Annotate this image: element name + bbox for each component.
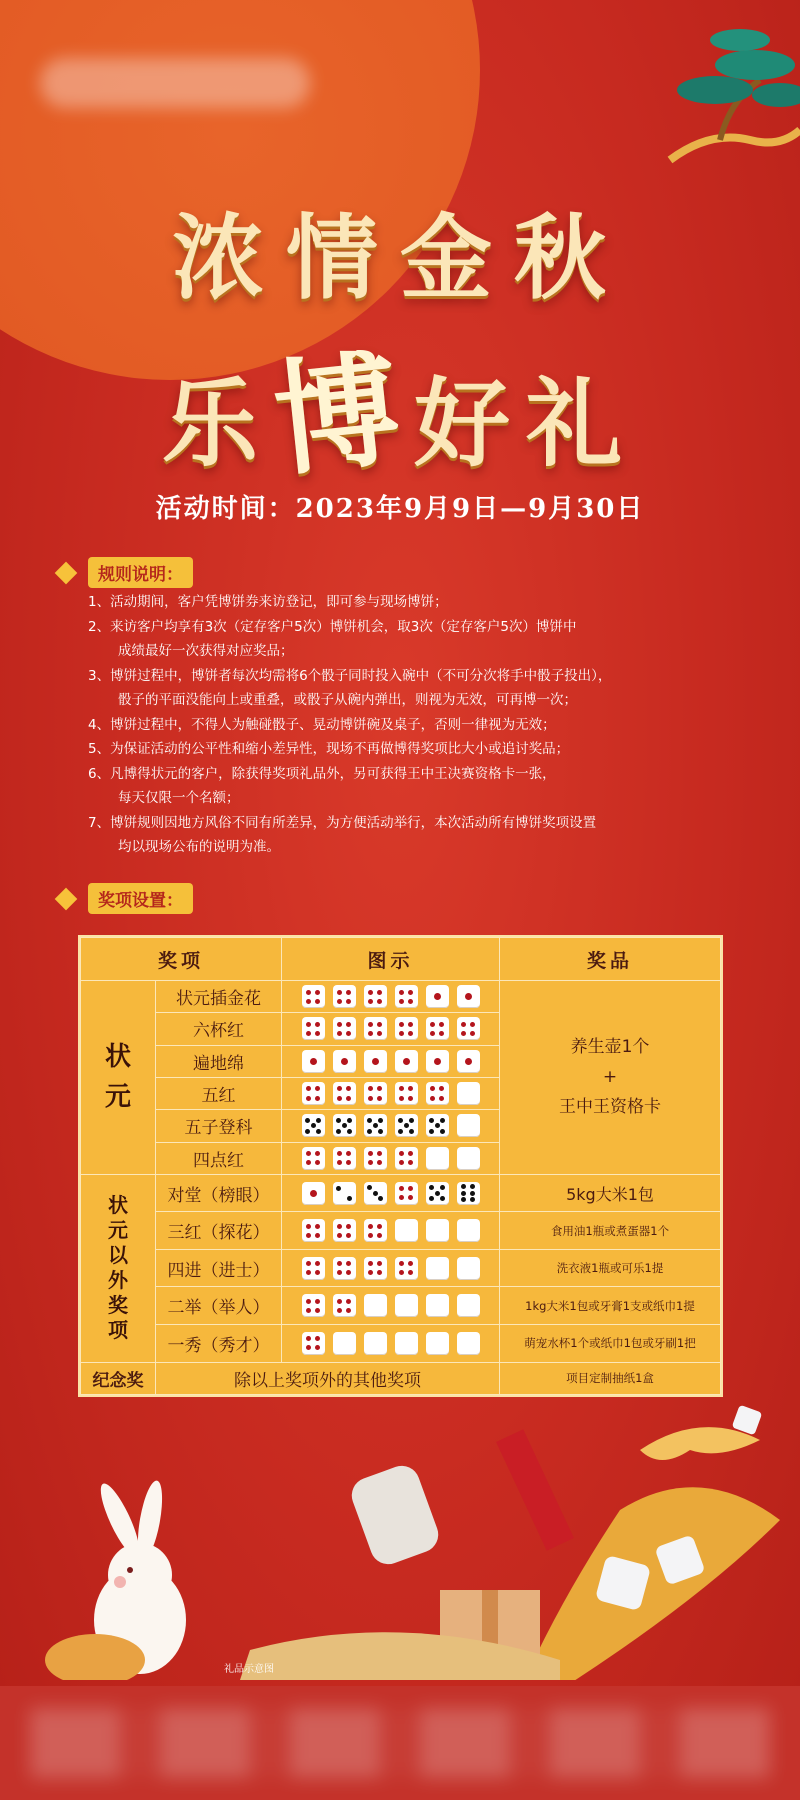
dice-icon: [395, 1182, 418, 1205]
dice-icon: [426, 1182, 449, 1205]
toothbrush-box-icon: [496, 1429, 574, 1550]
header-award: 奖项: [81, 938, 282, 981]
dice-icon: [333, 1257, 356, 1280]
prize-line: 养生壶1个: [570, 1037, 650, 1058]
zhuangyuan-prize: [500, 981, 721, 1175]
dice-icon: [364, 1182, 387, 1205]
dice-icon: [302, 1257, 325, 1280]
dice-icon: [302, 1332, 325, 1355]
dice-icon: [333, 1182, 356, 1205]
rules-list: [88, 590, 758, 860]
award-prize: 食用油1瓶或煮蛋器1个: [500, 1212, 721, 1250]
award-name: 四点红: [156, 1142, 282, 1174]
dice-icon: [457, 1219, 480, 1242]
award-name: 五子登科: [156, 1110, 282, 1142]
dice-icon: [395, 985, 418, 1008]
rule-continuation: 骰子的平面没能向上或重叠，或骰子从碗内弹出，则视为无效，可再博一次；: [118, 692, 577, 708]
table-row: [81, 1287, 721, 1325]
dice-icon: [395, 1082, 418, 1105]
dice-diagram: [282, 1287, 500, 1325]
dice-icon: [395, 1257, 418, 1280]
dice-diagram: [282, 1077, 500, 1109]
rule-text: 2、来访客户均享有3次（定存客户5次）博饼机会，取3次（定存客户5次）博饼中: [88, 618, 577, 635]
dice-icon: [364, 1257, 387, 1280]
gift-caption: 礼品示意图: [224, 1664, 274, 1675]
rules-label: 规则说明：: [88, 557, 193, 588]
dice-icon: [333, 1017, 356, 1040]
title-char-haoli: 好礼: [414, 367, 638, 480]
dice-icon: [426, 1114, 449, 1137]
dice-icon: [457, 1082, 480, 1105]
title-char-bo: 博: [267, 335, 423, 494]
dice-icon: [732, 1405, 763, 1436]
rules-heading: [58, 557, 193, 588]
dice-diagram: [282, 1142, 500, 1174]
dice-icon: [426, 1050, 449, 1073]
dice-icon: [333, 1332, 356, 1355]
table-row: [81, 1174, 721, 1212]
table-row: [81, 1324, 721, 1362]
dice-icon: [395, 1332, 418, 1355]
dice-icon: [457, 1182, 480, 1205]
award-name: 六杯红: [156, 1013, 282, 1045]
prize-line: +: [602, 1067, 618, 1088]
dice-icon: [364, 1082, 387, 1105]
rule-continuation: 每天仅限一个名额；: [118, 790, 240, 806]
dice-icon: [457, 985, 480, 1008]
dice-icon: [302, 1082, 325, 1105]
award-prize: 萌宠水杯1个或纸巾1包或牙刷1把: [500, 1324, 721, 1362]
main-title-line1: 浓情金秋: [171, 204, 628, 312]
gift-illustration: [0, 1390, 800, 1680]
table-row: [81, 1212, 721, 1250]
rule-text: 3、博饼过程中，博饼者每次均需将6个骰子同时投入碗中（不可分次将手中骰子投出），: [88, 667, 612, 684]
dice-icon: [457, 1050, 480, 1073]
dice-diagram: [282, 981, 500, 1013]
memorial-desc: 除以上奖项外的其他奖项: [156, 1362, 500, 1394]
dice-diagram: [282, 1174, 500, 1212]
dice-icon: [364, 1147, 387, 1170]
rule-text: 7、博饼规则因地方风俗不同有所差异，为方便活动举行，本次活动所有博饼奖项设置: [88, 814, 597, 831]
dice-icon: [426, 1257, 449, 1280]
table-row: [81, 1249, 721, 1287]
dice-icon: [333, 985, 356, 1008]
dice-icon: [426, 1219, 449, 1242]
rule-item: [88, 811, 758, 860]
pine-tree-decoration: [630, 20, 800, 170]
blurred-logo: [40, 58, 310, 108]
award-name: 状元插金花: [156, 981, 282, 1013]
award-name: 一秀（秀才）: [156, 1324, 282, 1362]
dice-icon: [302, 1219, 325, 1242]
category-other: [81, 1174, 156, 1362]
dice-icon: [364, 985, 387, 1008]
memorial-label: 纪念奖: [81, 1362, 156, 1394]
rule-text: 1、活动期间，客户凭博饼券来访登记，即可参与现场博饼；: [88, 594, 448, 610]
award-prize: 洗衣液1瓶或可乐1提: [500, 1249, 721, 1287]
kettle-icon: [347, 1461, 444, 1570]
dice-icon: [302, 1114, 325, 1137]
dice-diagram: [282, 1324, 500, 1362]
dice-icon: [364, 1332, 387, 1355]
dice-icon: [426, 985, 449, 1008]
dice-icon: [302, 1147, 325, 1170]
dice-icon: [364, 1050, 387, 1073]
header-prize: 奖品: [500, 938, 721, 981]
award-prize: 1kg大米1包或牙膏1支或纸巾1提: [500, 1287, 721, 1325]
dice-icon: [395, 1050, 418, 1073]
rule-item: [88, 737, 758, 762]
dice-icon: [364, 1219, 387, 1242]
dice-icon: [364, 1294, 387, 1317]
rule-item: [88, 713, 758, 738]
memorial-prize: 项目定制抽纸1盒: [500, 1362, 721, 1394]
dice-icon: [333, 1147, 356, 1170]
rule-text: 6、凡博得状元的客户，除获得奖项礼品外，另可获得王中王决赛资格卡一张，: [88, 765, 556, 782]
category-label: 状 元 以 外 奖 项: [108, 1193, 128, 1343]
dice-icon: [457, 1257, 480, 1280]
dice-diagram: [282, 1212, 500, 1250]
dice-diagram: [282, 1045, 500, 1077]
table-row: [81, 981, 721, 1013]
dice-icon: [395, 1219, 418, 1242]
award-prize: 5kg大米1包: [500, 1174, 721, 1212]
dice-icon: [426, 1294, 449, 1317]
rule-item: [88, 590, 758, 615]
award-name: 二举（举人）: [156, 1287, 282, 1325]
awards-table: [78, 935, 723, 1397]
award-name: 遍地绵: [156, 1045, 282, 1077]
rule-item: [88, 664, 758, 713]
dice-icon: [426, 1147, 449, 1170]
dice-icon: [395, 1294, 418, 1317]
blurred-footer-info: [30, 1708, 770, 1778]
rule-item: [88, 762, 758, 811]
awards-heading: [58, 883, 193, 914]
dice-icon: [333, 1294, 356, 1317]
rule-text: 5、为保证活动的公平性和缩小差异性，现场不再做博得奖项比大小或追讨奖品；: [88, 741, 570, 757]
diamond-icon: [55, 887, 78, 910]
rule-continuation: 成绩最好一次获得对应奖品；: [118, 643, 294, 659]
header-diagram: 图示: [282, 938, 500, 981]
dice-diagram: [282, 1110, 500, 1142]
dice-icon: [333, 1114, 356, 1137]
dice-icon: [457, 1332, 480, 1355]
category-zhuangyuan: [81, 981, 156, 1175]
main-title-line2: [0, 315, 800, 493]
dice-icon: [302, 1182, 325, 1205]
dice-icon: [364, 1114, 387, 1137]
dice-icon: [302, 985, 325, 1008]
dice-icon: [302, 1294, 325, 1317]
awards-label: 奖项设置：: [88, 883, 193, 914]
diamond-icon: [55, 561, 78, 584]
title-char-le: 乐: [161, 367, 274, 480]
award-name: 三红（探花）: [156, 1212, 282, 1250]
dice-icon: [333, 1219, 356, 1242]
dice-icon: [457, 1017, 480, 1040]
dice-icon: [457, 1114, 480, 1137]
rule-text: 4、博饼过程中，不得人为触碰骰子、晃动博饼碗及桌子，否则一律视为无效；: [88, 716, 556, 733]
dice-icon: [426, 1082, 449, 1105]
dice-diagram: [282, 1013, 500, 1045]
rule-item: [88, 615, 758, 664]
award-name: 四进（进士）: [156, 1249, 282, 1287]
dice-icon: [426, 1017, 449, 1040]
dice-icon: [457, 1147, 480, 1170]
dice-icon: [395, 1147, 418, 1170]
award-name: 对堂（榜眼）: [156, 1174, 282, 1212]
dice-icon: [395, 1017, 418, 1040]
dice-icon: [302, 1050, 325, 1073]
category-label: 状 元: [104, 1042, 131, 1113]
activity-time: 活动时间：2023年9月9日—9月30日: [155, 494, 645, 524]
dice-icon: [364, 1017, 387, 1040]
dice-icon: [333, 1082, 356, 1105]
dice-icon: [395, 1114, 418, 1137]
dice-icon: [457, 1294, 480, 1317]
dice-icon: [426, 1332, 449, 1355]
award-name: 五红: [156, 1077, 282, 1109]
rule-continuation: 均以现场公布的说明为准。: [118, 839, 280, 855]
prize-line: 王中王资格卡: [559, 1097, 661, 1118]
dice-icon: [333, 1050, 356, 1073]
dice-icon: [302, 1017, 325, 1040]
dice-diagram: [282, 1249, 500, 1287]
